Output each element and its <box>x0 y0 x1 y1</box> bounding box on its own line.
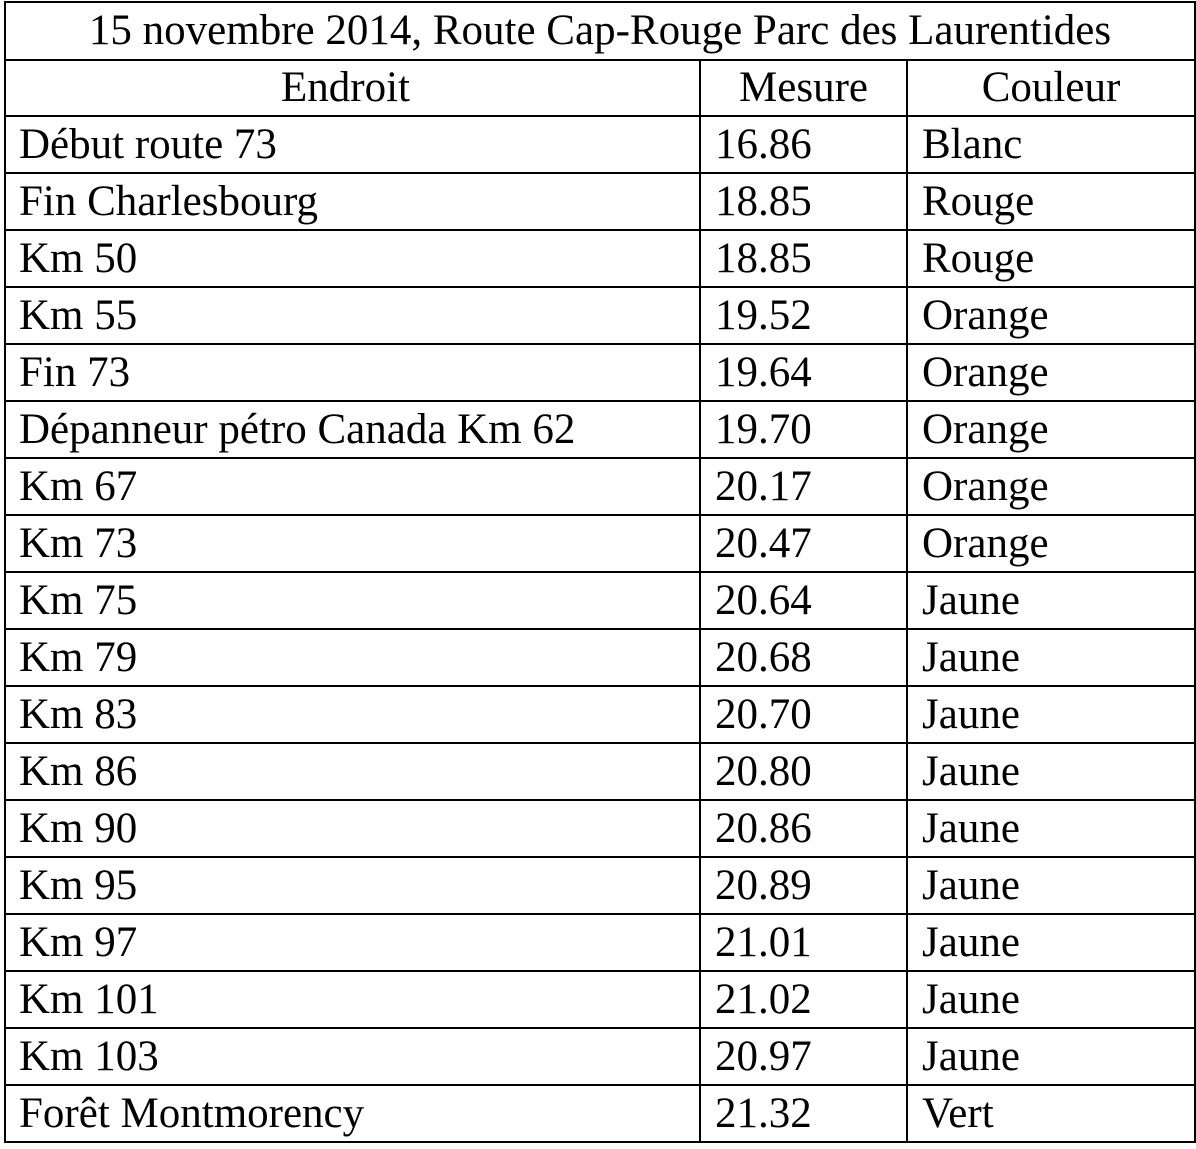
measure-cell: 19.70 <box>700 401 907 458</box>
measurement-table <box>4 1 1196 1143</box>
measure-cell: 19.52 <box>700 287 907 344</box>
table-title: 15 novembre 2014, Route Cap-Rouge Parc des Laurentides <box>5 2 1195 60</box>
title-row <box>5 2 1195 60</box>
measure-cell: 18.85 <box>700 173 907 230</box>
place-cell: Km 95 <box>5 857 700 914</box>
table-row <box>5 1028 1195 1085</box>
place-cell: Fin Charlesbourg <box>5 173 700 230</box>
place-cell: Km 50 <box>5 230 700 287</box>
measure-cell: 20.80 <box>700 743 907 800</box>
place-cell: Dépanneur pétro Canada Km 62 <box>5 401 700 458</box>
table-row <box>5 914 1195 971</box>
measure-cell: 21.01 <box>700 914 907 971</box>
table-row <box>5 401 1195 458</box>
table-row <box>5 1085 1195 1142</box>
header-place: Endroit <box>5 60 700 116</box>
measure-cell: 20.70 <box>700 686 907 743</box>
measure-cell: 16.86 <box>700 116 907 173</box>
table-row <box>5 458 1195 515</box>
place-cell: Début route 73 <box>5 116 700 173</box>
table-row <box>5 344 1195 401</box>
measure-cell: 21.32 <box>700 1085 907 1142</box>
measure-cell: 20.86 <box>700 800 907 857</box>
place-cell: Km 86 <box>5 743 700 800</box>
color-cell: Orange <box>907 344 1195 401</box>
table-row <box>5 686 1195 743</box>
place-cell: Fin 73 <box>5 344 700 401</box>
place-cell: Km 73 <box>5 515 700 572</box>
measure-cell: 20.97 <box>700 1028 907 1085</box>
table-row <box>5 800 1195 857</box>
table-row <box>5 116 1195 173</box>
place-cell: Km 75 <box>5 572 700 629</box>
color-cell: Jaune <box>907 971 1195 1028</box>
color-cell: Orange <box>907 287 1195 344</box>
table-row <box>5 230 1195 287</box>
place-cell: Km 83 <box>5 686 700 743</box>
place-cell: Km 55 <box>5 287 700 344</box>
measure-cell: 20.89 <box>700 857 907 914</box>
table-row <box>5 572 1195 629</box>
color-cell: Blanc <box>907 116 1195 173</box>
table-row <box>5 743 1195 800</box>
place-cell: Km 79 <box>5 629 700 686</box>
place-cell: Km 90 <box>5 800 700 857</box>
color-cell: Jaune <box>907 800 1195 857</box>
color-cell: Rouge <box>907 173 1195 230</box>
color-cell: Orange <box>907 458 1195 515</box>
measure-cell: 18.85 <box>700 230 907 287</box>
color-cell: Orange <box>907 515 1195 572</box>
measure-cell: 19.64 <box>700 344 907 401</box>
header-row <box>5 60 1195 116</box>
color-cell: Orange <box>907 401 1195 458</box>
place-cell: Km 101 <box>5 971 700 1028</box>
place-cell: Km 103 <box>5 1028 700 1085</box>
measure-cell: 20.17 <box>700 458 907 515</box>
table-row <box>5 629 1195 686</box>
table-row <box>5 173 1195 230</box>
table-body <box>5 116 1195 1142</box>
color-cell: Rouge <box>907 230 1195 287</box>
color-cell: Jaune <box>907 857 1195 914</box>
color-cell: Vert <box>907 1085 1195 1142</box>
place-cell: Forêt Montmorency <box>5 1085 700 1142</box>
color-cell: Jaune <box>907 743 1195 800</box>
table-row <box>5 515 1195 572</box>
color-cell: Jaune <box>907 686 1195 743</box>
color-cell: Jaune <box>907 572 1195 629</box>
header-color: Couleur <box>907 60 1195 116</box>
measure-cell: 20.47 <box>700 515 907 572</box>
table-row <box>5 857 1195 914</box>
measure-cell: 21.02 <box>700 971 907 1028</box>
place-cell: Km 67 <box>5 458 700 515</box>
measure-cell: 20.64 <box>700 572 907 629</box>
table-row <box>5 971 1195 1028</box>
color-cell: Jaune <box>907 914 1195 971</box>
color-cell: Jaune <box>907 629 1195 686</box>
place-cell: Km 97 <box>5 914 700 971</box>
header-measure: Mesure <box>700 60 907 116</box>
table-row <box>5 287 1195 344</box>
color-cell: Jaune <box>907 1028 1195 1085</box>
measure-cell: 20.68 <box>700 629 907 686</box>
